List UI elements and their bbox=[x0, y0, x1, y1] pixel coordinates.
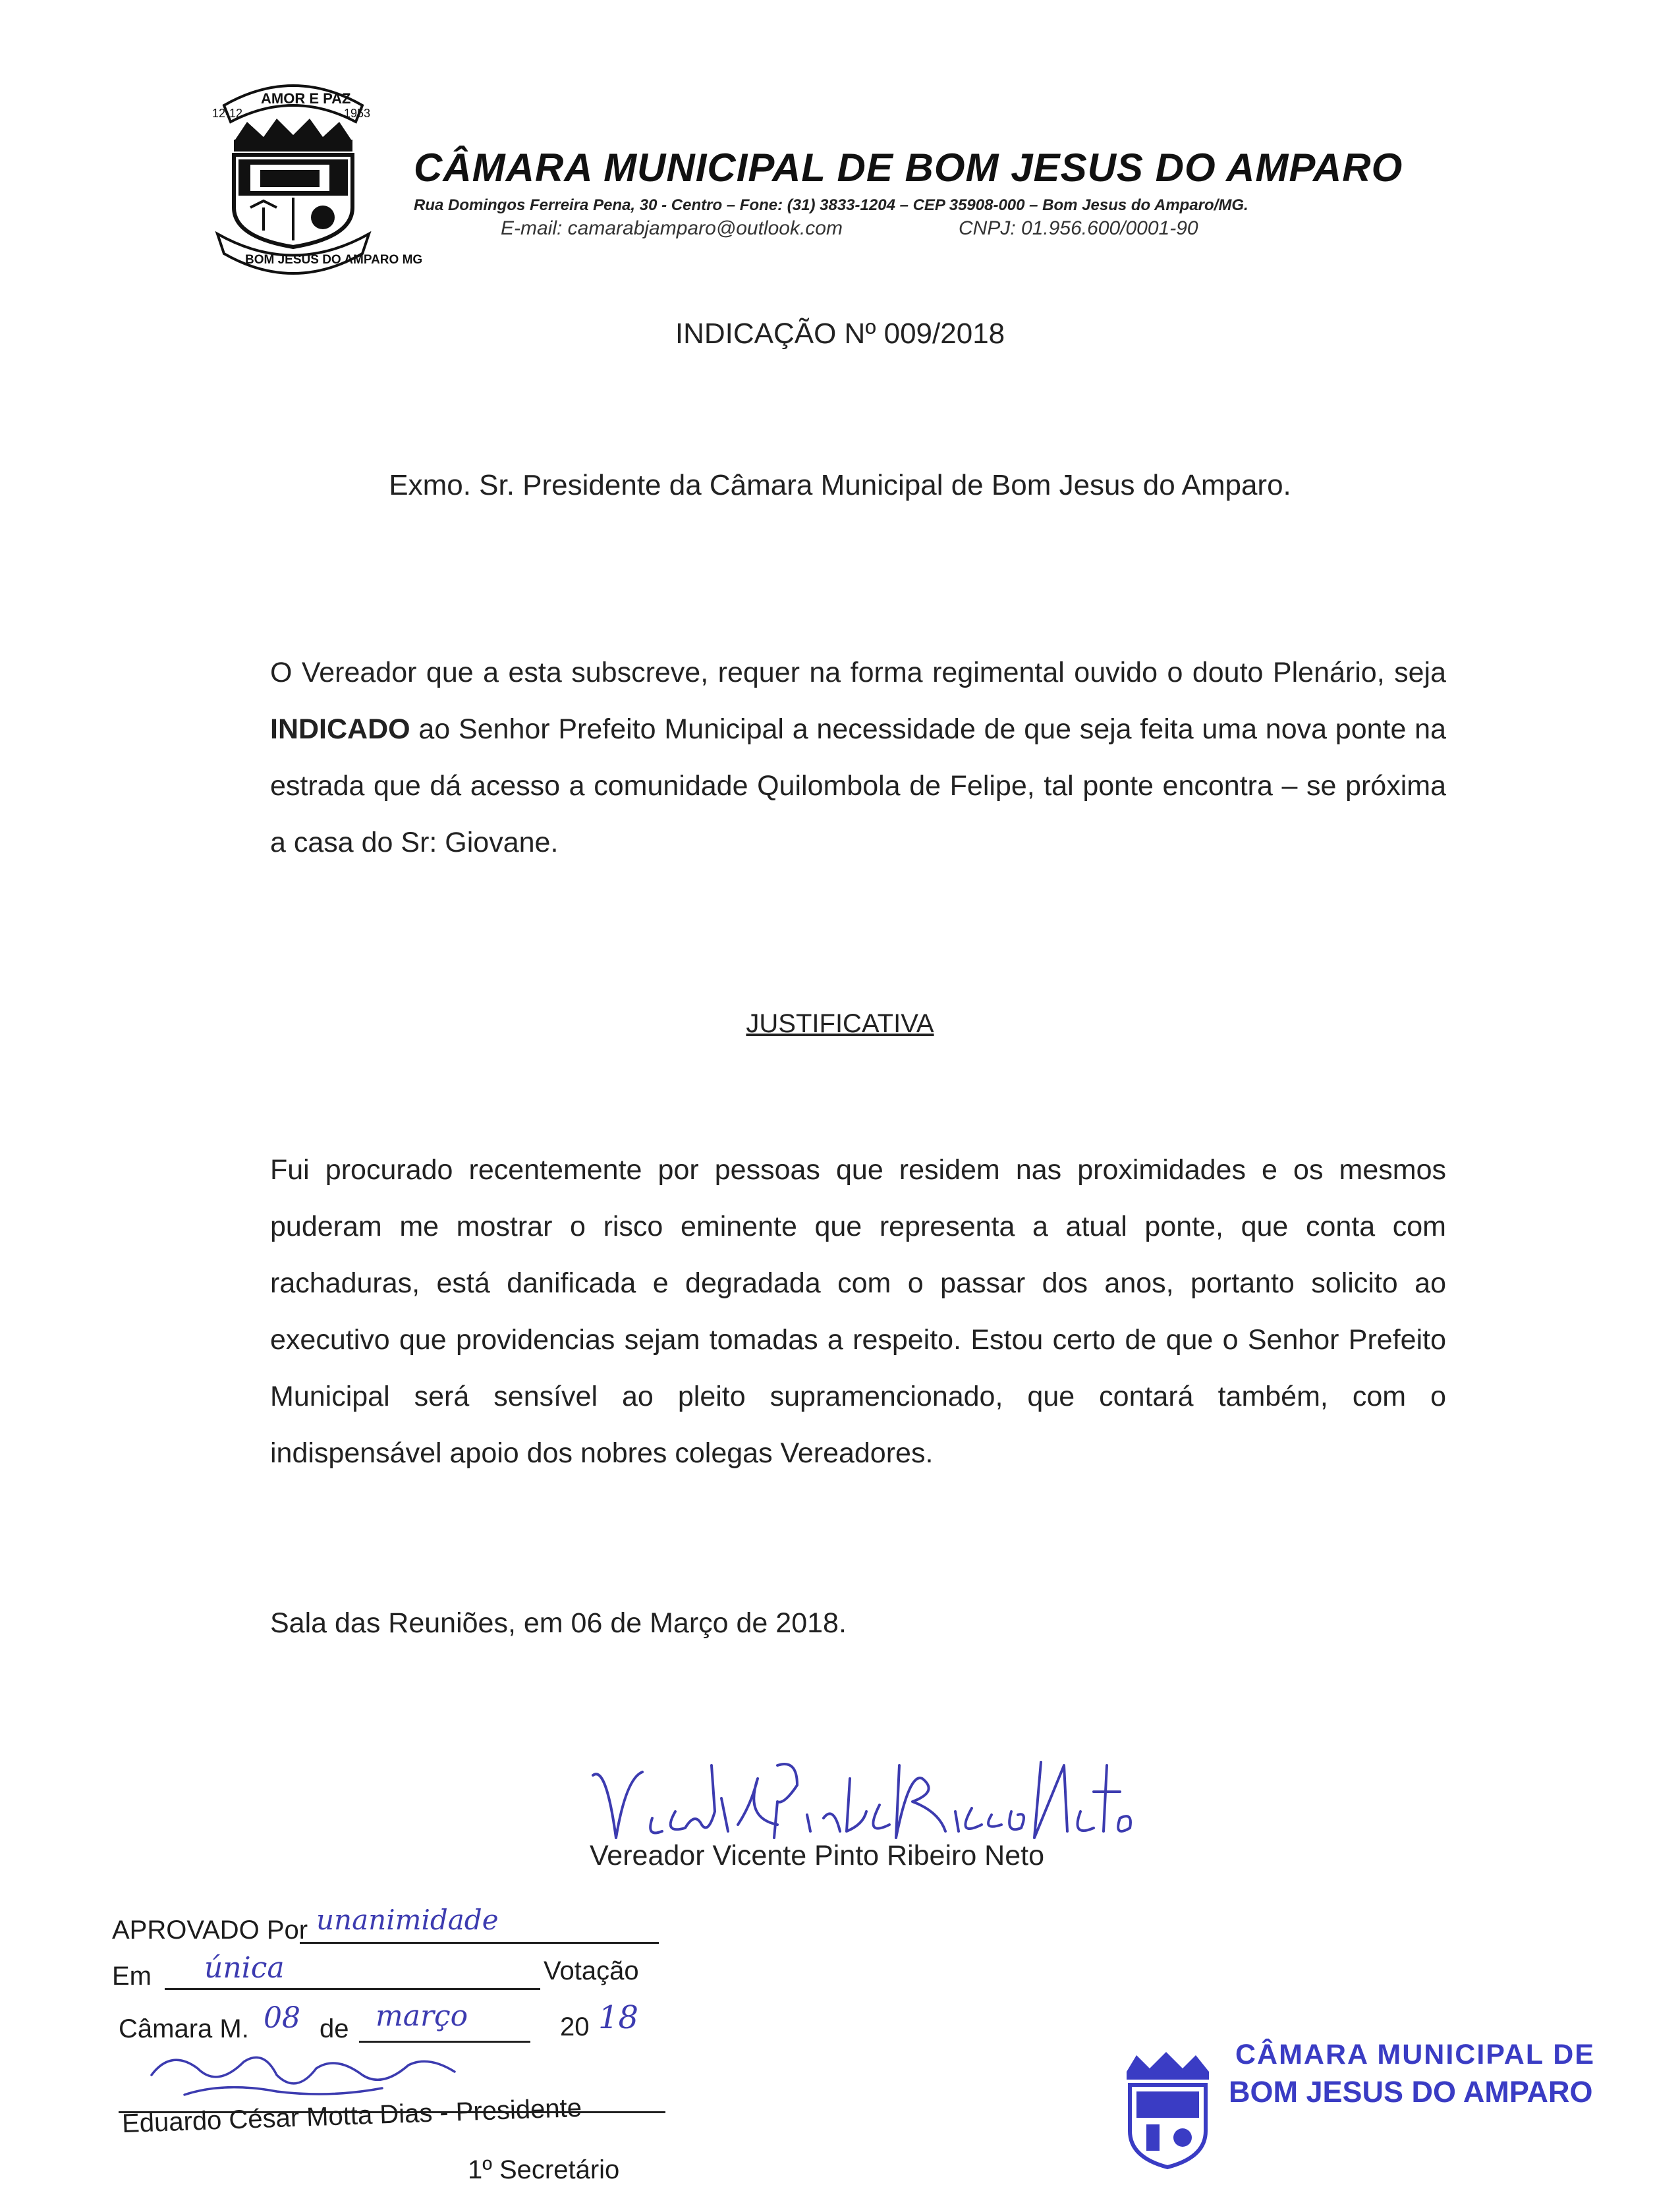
aprovado-handwritten: unanimidade bbox=[316, 1904, 499, 1936]
approval-stamp bbox=[99, 1891, 692, 2184]
signer-name: Vereador Vicente Pinto Ribeiro Neto bbox=[590, 1840, 1045, 1871]
salutation: Exmo. Sr. Presidente da Câmara Municipal de Bom Jesus do Amparo. bbox=[389, 469, 1291, 501]
institution-cnpj: CNPJ: 01.956.600/0001-90 bbox=[959, 217, 1198, 239]
indicado-keyword: INDICADO bbox=[270, 713, 410, 745]
camara-label: Câmara M. bbox=[119, 2014, 249, 2043]
closing-date-line: Sala das Reuniões, em 06 de Março de 2018. bbox=[270, 1607, 847, 1639]
votacao-label: Votação bbox=[544, 1956, 639, 1985]
svg-text:12-12: 12-12 bbox=[212, 107, 243, 120]
crest-bottom-text: BOM JESUS DO AMPARO MG bbox=[245, 253, 423, 267]
justificativa-heading: JUSTIFICATIVA bbox=[746, 1009, 934, 1038]
year-prefix: 20 bbox=[560, 2012, 590, 2041]
institution-email: E-mail: camarabjamparo@outlook.com bbox=[501, 217, 843, 239]
municipal-crest-logo bbox=[198, 66, 423, 270]
svg-text:1953: 1953 bbox=[344, 107, 371, 120]
official-stamp bbox=[1113, 2039, 1614, 2174]
request-text-start: O Vereador que a esta subscreve, requer na forma regimental ouvido o douto Plenário, seja bbox=[270, 657, 1446, 688]
em-line bbox=[165, 1988, 540, 1990]
institution-title: CÂMARA MUNICIPAL DE BOM JESUS DO AMPARO bbox=[414, 146, 1403, 190]
em-handwritten: única bbox=[204, 1951, 285, 1985]
de-label: de bbox=[320, 2014, 349, 2043]
president-signature bbox=[145, 2042, 488, 2101]
request-paragraph bbox=[270, 644, 1446, 871]
stamp-crest-icon bbox=[1113, 2045, 1222, 2171]
crest-motto: AMOR E PAZ bbox=[261, 90, 351, 107]
document-number: INDICAÇÃO Nº 009/2018 bbox=[675, 318, 1005, 350]
month-handwritten: março bbox=[376, 1999, 468, 2033]
stamp-line-1: CÂMARA MUNICIPAL DE bbox=[1235, 2039, 1596, 2070]
day-handwritten: 08 bbox=[264, 2001, 300, 2035]
em-label: Em bbox=[112, 1962, 152, 1991]
aprovado-line bbox=[300, 1942, 659, 1944]
request-text-end: ao Senhor Prefeito Municipal a necessidade de que seja feita uma nova ponte na estrada que dá acesso a comunidade Quilombola de Felipe, tal ponte encontra – se próxima a casa do Sr: Giovane. bbox=[270, 713, 1446, 858]
secretary-partial: 1º Secretário bbox=[468, 2155, 620, 2184]
year-handwritten: 18 bbox=[598, 1999, 639, 2036]
aprovado-label: APROVADO Por bbox=[112, 1916, 308, 1945]
president-name: Eduardo César Motta Dias - Presidente bbox=[121, 2093, 582, 2139]
stamp-line-2: BOM JESUS DO AMPARO bbox=[1229, 2075, 1593, 2109]
institution-address: Rua Domingos Ferreira Pena, 30 - Centro – Fone: (31) 3833-1204 – CEP 35908-000 – Bom Jesus do Amparo/MG. bbox=[414, 196, 1248, 214]
justification-paragraph: Fui procurado recentemente por pessoas que residem nas proximidades e os mesmos puderam me mostrar o risco eminente que representa a atual ponte, que conta com rachaduras, está danificada e degradada com o passar dos anos, portanto solicito ao executivo que providencias sejam tomadas a respeito. Estou certo de que o Senhor Prefeito Municipal será sensível ao pleito supramencionado, que contará também, com o indispensável apoio dos nobres colegas Vereadores. bbox=[270, 1154, 1446, 1469]
